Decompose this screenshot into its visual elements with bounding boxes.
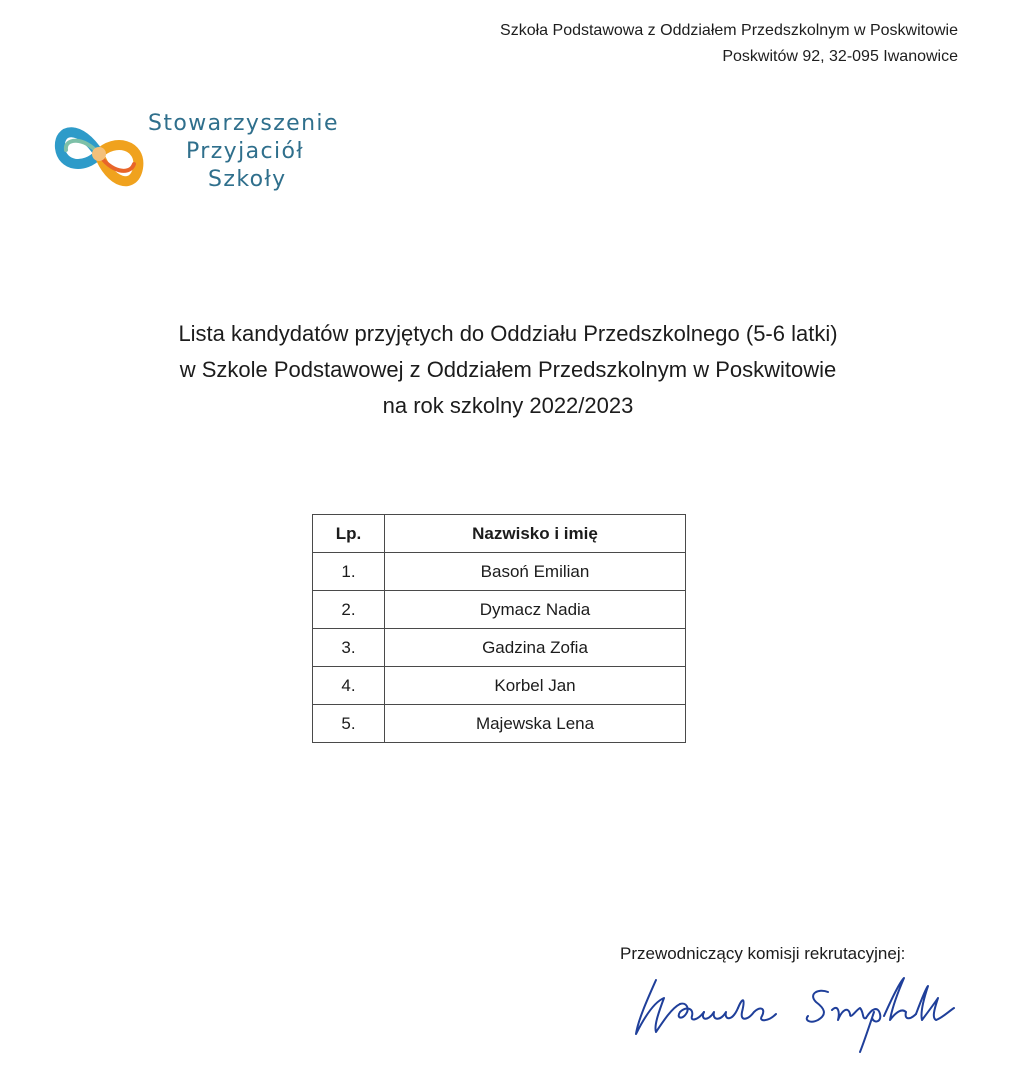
- table-row: [313, 667, 686, 705]
- row-number: 2.: [313, 591, 385, 629]
- row-name: Gadzina Zofia: [385, 629, 686, 667]
- association-logo: [50, 104, 370, 204]
- row-name: Dymacz Nadia: [385, 591, 686, 629]
- logo-text: [148, 110, 368, 194]
- row-number: 5.: [313, 705, 385, 743]
- infinity-hands-icon: [50, 110, 148, 198]
- school-address: Poskwitów 92, 32-095 Iwanowice: [722, 48, 958, 65]
- handwritten-signature: [628, 968, 968, 1058]
- table-header-row: [313, 515, 686, 553]
- table-row: [313, 591, 686, 629]
- row-number: 1.: [313, 553, 385, 591]
- header-lp: Lp.: [313, 515, 385, 553]
- document-title: [60, 316, 956, 424]
- school-name: Szkoła Podstawowa z Oddziałem Przedszkolnym w Poskwitowie: [500, 22, 958, 39]
- school-header: [500, 18, 958, 70]
- table-row: [313, 553, 686, 591]
- row-number: 3.: [313, 629, 385, 667]
- logo-line-3: Szkoły: [208, 167, 287, 192]
- table-row: [313, 629, 686, 667]
- logo-line-1: Stowarzyszenie: [148, 111, 339, 136]
- row-name: Basoń Emilian: [385, 553, 686, 591]
- logo-line-2: Przyjaciół: [186, 139, 305, 164]
- row-name: Majewska Lena: [385, 705, 686, 743]
- title-line-1: Lista kandydatów przyjętych do Oddziału Przedszkolnego (5-6 latki): [178, 321, 838, 346]
- candidates-table: [312, 514, 686, 743]
- signature-label: Przewodniczący komisji rekrutacyjnej:: [620, 944, 906, 963]
- row-name: Korbel Jan: [385, 667, 686, 705]
- row-number: 4.: [313, 667, 385, 705]
- title-line-2: w Szkole Podstawowej z Oddziałem Przedszkolnym w Poskwitowie: [179, 357, 837, 382]
- header-name: Nazwisko i imię: [385, 515, 686, 553]
- table-row: [313, 705, 686, 743]
- title-line-3: na rok szkolny 2022/2023: [382, 393, 634, 418]
